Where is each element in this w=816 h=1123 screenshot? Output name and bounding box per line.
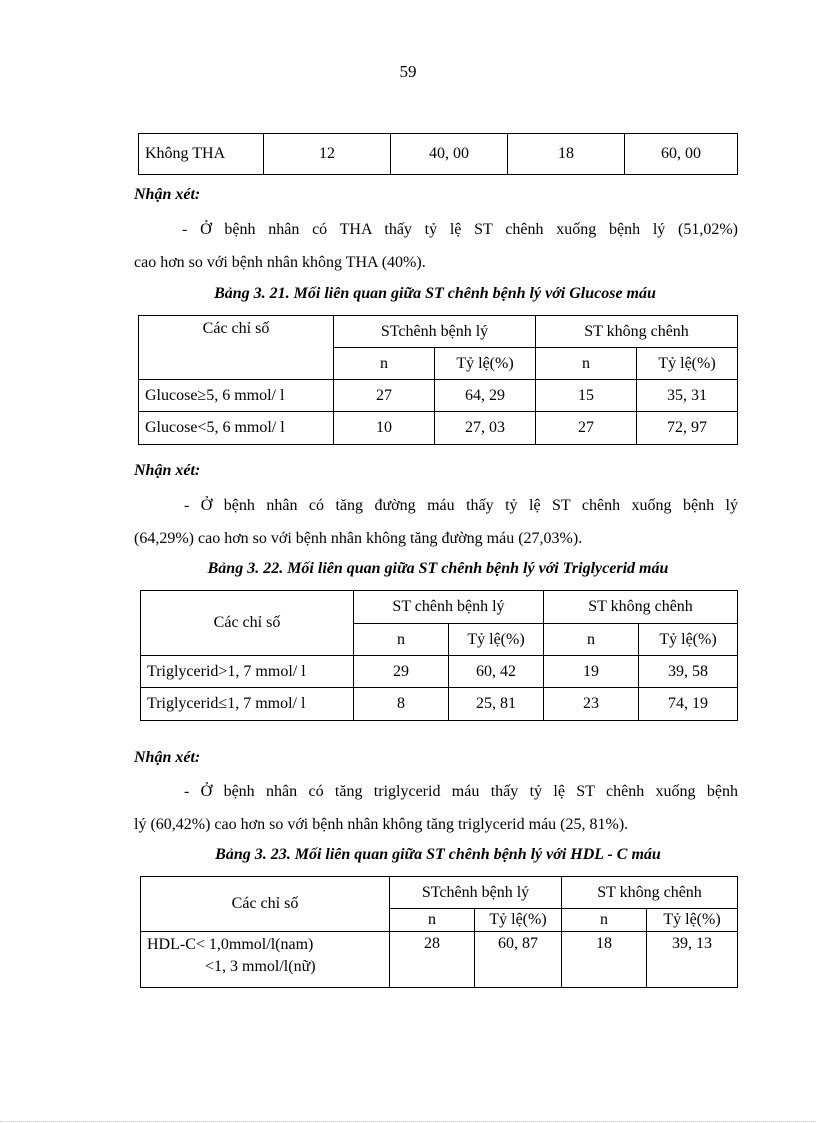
column-header: Tỷ lệ(%) xyxy=(435,348,536,380)
column-header: n xyxy=(334,348,435,380)
column-header: Tỷ lệ(%) xyxy=(637,348,738,380)
group-header: STchênh bệnh lý xyxy=(390,877,562,909)
column-header: n xyxy=(562,909,647,932)
note-line: cao hơn so với bệnh nhân không THA (40%). xyxy=(134,254,426,271)
row-label-line: <1, 3 mmol/l(nữ) xyxy=(205,958,316,975)
cell-n: 29 xyxy=(354,656,449,688)
row-label: Triglycerid≤1, 7 mmol/ l xyxy=(141,688,354,721)
column-header: Tỷ lệ(%) xyxy=(475,909,562,932)
page-bottom-border xyxy=(0,1121,816,1122)
column-header: Tỷ lệ(%) xyxy=(639,624,738,656)
cell-n: 18 xyxy=(562,932,647,988)
cell-n: 10 xyxy=(334,412,435,445)
row-label: Không THA xyxy=(139,134,264,175)
row-label-line: HDL-C< 1,0mmol/l(nam) xyxy=(147,936,314,953)
row-label: Glucose≥5, 6 mmol/ l xyxy=(139,380,334,412)
cell-n: 18 xyxy=(508,134,625,175)
cell-pct: 64, 29 xyxy=(435,380,536,412)
table-caption: Bảng 3. 23. Mối liên quan giữa ST chênh bệnh lý với HDL - C máu xyxy=(215,846,661,863)
cell-pct: 60, 00 xyxy=(625,134,738,175)
row-label: Triglycerid>1, 7 mmol/ l xyxy=(141,656,354,688)
cell-n: 15 xyxy=(536,380,637,412)
table-glucose xyxy=(138,315,738,445)
cell-pct: 74, 19 xyxy=(639,688,738,721)
note-heading: Nhận xét: xyxy=(134,462,201,479)
group-header: STchênh bệnh lý xyxy=(334,316,536,348)
cell-pct: 40, 00 xyxy=(391,134,508,175)
table-header-row xyxy=(141,591,738,624)
note-heading: Nhận xét: xyxy=(134,749,201,766)
group-header: ST không chênh xyxy=(536,316,738,348)
cell-n: 27 xyxy=(334,380,435,412)
column-header: n xyxy=(390,909,475,932)
cell-pct: 72, 97 xyxy=(637,412,738,445)
table-hdl xyxy=(140,876,738,988)
table-continuation xyxy=(138,133,738,175)
page-number: 59 xyxy=(399,62,417,81)
cell-pct: 60, 42 xyxy=(449,656,544,688)
cell-n: 28 xyxy=(390,932,475,988)
cell-n: 8 xyxy=(354,688,449,721)
table-row xyxy=(141,656,738,688)
column-header: n xyxy=(354,624,449,656)
note-line: (64,29%) cao hơn so với bệnh nhân không tăng đường máu (27,03%). xyxy=(134,530,583,547)
table-row xyxy=(139,380,738,412)
cell-n: 27 xyxy=(536,412,637,445)
row-label: Glucose<5, 6 mmol/ l xyxy=(139,412,334,445)
group-header: ST không chênh xyxy=(544,591,738,624)
note-line: - Ở bệnh nhân có tăng triglycerid máu thấy tỷ lệ ST chênh xuống bệnh xyxy=(184,783,738,800)
table-header-row xyxy=(139,316,738,348)
cell-pct: 27, 03 xyxy=(435,412,536,445)
column-header: n xyxy=(544,624,639,656)
column-header: Tỷ lệ(%) xyxy=(647,909,738,932)
cell-pct: 60, 87 xyxy=(475,932,562,988)
cell-n: 23 xyxy=(544,688,639,721)
column-header: Các chỉ số xyxy=(139,316,334,380)
table-caption: Bảng 3. 22. Mối liên quan giữa ST chênh bệnh lý với Triglycerid máu xyxy=(207,560,669,577)
note-line: lý (60,42%) cao hơn so với bệnh nhân không tăng triglycerid máu (25, 81%). xyxy=(134,816,629,833)
table-row xyxy=(141,688,738,721)
cell-pct: 25, 81 xyxy=(449,688,544,721)
cell-pct: 35, 31 xyxy=(637,380,738,412)
cell-n: 12 xyxy=(264,134,391,175)
table-row xyxy=(139,412,738,445)
note-line: - Ở bệnh nhân có THA thấy tỷ lệ ST chênh xuống bệnh lý (51,02%) xyxy=(182,221,738,238)
column-header: Các chỉ số xyxy=(141,877,390,932)
row-label xyxy=(141,932,390,988)
cell-pct: 39, 13 xyxy=(647,932,738,988)
column-header: n xyxy=(536,348,637,380)
group-header: ST chênh bệnh lý xyxy=(354,591,544,624)
column-header: Tỷ lệ(%) xyxy=(449,624,544,656)
column-header: Các chỉ số xyxy=(141,591,354,656)
table-triglycerid xyxy=(140,590,738,721)
cell-n: 19 xyxy=(544,656,639,688)
table-header-row xyxy=(141,877,738,909)
table-row xyxy=(139,134,738,175)
table-row xyxy=(141,932,738,988)
note-line: - Ở bệnh nhân có tăng đường máu thấy tỷ lệ ST chênh xuống bệnh lý xyxy=(184,497,738,514)
table-caption: Bảng 3. 21. Mối liên quan giữa ST chênh bệnh lý với Glucose máu xyxy=(214,285,656,302)
note-heading: Nhận xét: xyxy=(134,186,201,203)
group-header: ST không chênh xyxy=(562,877,738,909)
cell-pct: 39, 58 xyxy=(639,656,738,688)
